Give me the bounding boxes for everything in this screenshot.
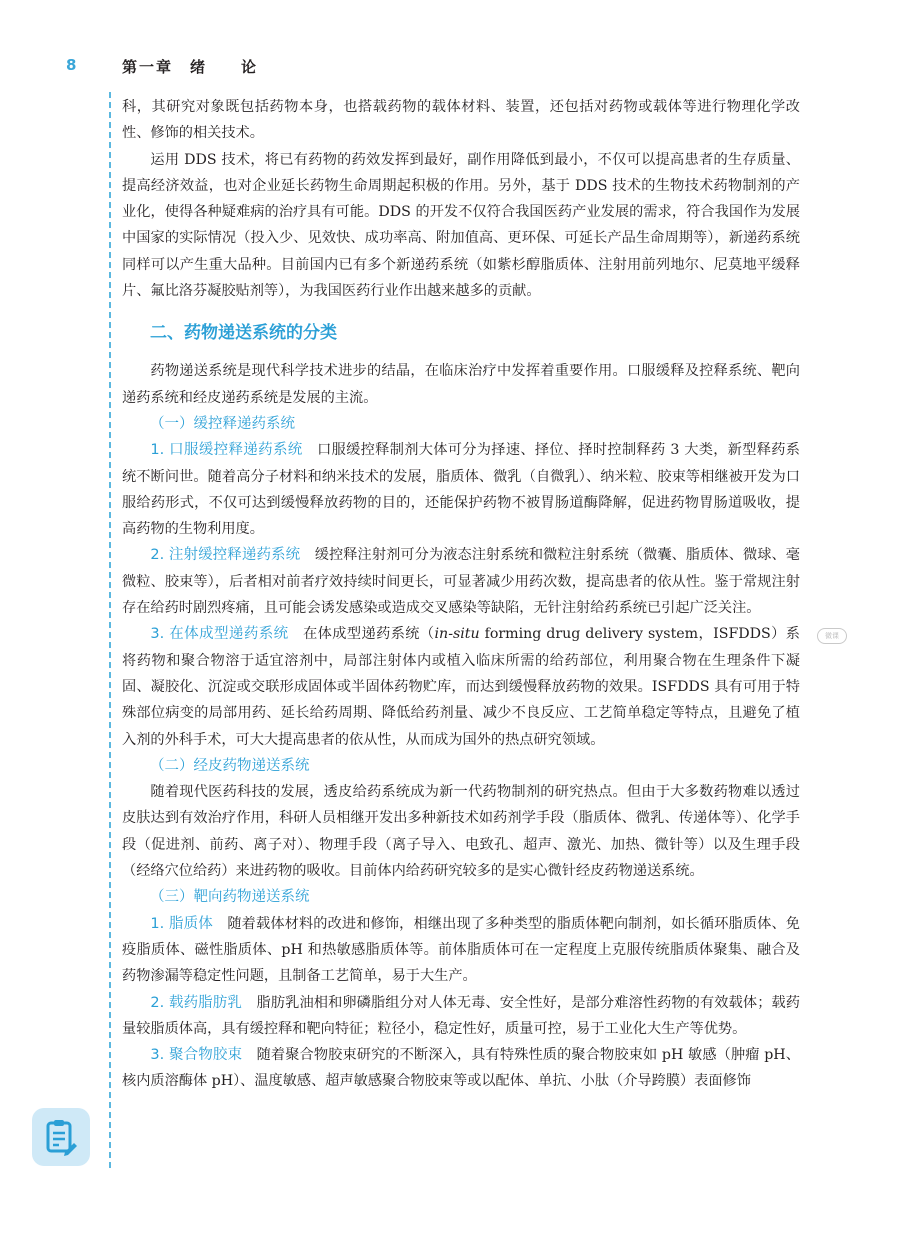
paragraph-item bbox=[122, 437, 800, 542]
item-text: 脂肪乳油相和卵磷脂组分对人体无毒、安全性好，是部分难溶性药物的有效载体；载药量较脂质体高，具有缓控释和靶向特征；粒径小，稳定性好，质量可控，易于工业化大生产等优势。 bbox=[122, 994, 800, 1037]
paragraph: 随着现代医药科技的发展，透皮给药系统成为新一代药物制剂的研究热点。但由于大多数药物难以透过皮肤达到有效治疗作用，科研人员相继开发出多种新技术如药剂学手段（脂质体、微乳、传递体等）、化学手段（促进剂、前药、离子对）、物理手段（离子导入、电致孔、超声、激光、加热、微针等）以及生理手段（经络穴位给药）来进药物的吸收。目前体内给药研究较多的是实心微针经皮药物递送系统。 bbox=[122, 784, 800, 880]
notepad-icon-glyph bbox=[45, 1118, 77, 1156]
paragraph: 药物递送系统是现代科学技术进步的结晶，在临床治疗中发挥着重要作用。口服缓释及控释系统、靶向递药系统和经皮递药系统是发展的主流。 bbox=[122, 363, 800, 406]
item-lead: 3. 聚合物胶束 bbox=[150, 1047, 243, 1064]
margin-dashed-rule bbox=[109, 92, 111, 1168]
paragraph-item bbox=[122, 542, 800, 621]
subsection-heading: （一）缓控释递药系统 bbox=[150, 415, 295, 432]
paragraph-item bbox=[122, 990, 800, 1043]
item-lead: 3. 在体成型递药系统 bbox=[150, 626, 289, 643]
item-lead: 1. 口服缓控释递药系统 bbox=[150, 442, 303, 459]
paragraph-item bbox=[122, 1042, 800, 1095]
paragraph-item bbox=[122, 911, 800, 990]
item-text: 随着载体材料的改进和修饰，相继出现了多种类型的脂质体靶向制剂，如长循环脂质体、免疫脂质体、磁性脂质体、pH 和热敏感脂质体等。前体脂质体可在一定程度上克服传统脂质体聚集、融合及药物渗漏等稳定性问题，且制备工艺简单，易于大生产。 bbox=[122, 915, 800, 985]
micro-lesson-badge-icon[interactable]: 微课 bbox=[817, 628, 847, 644]
page-number: 8 bbox=[66, 56, 77, 74]
notepad-icon[interactable] bbox=[32, 1108, 90, 1166]
paragraph: 运用 DDS 技术，将已有药物的药效发挥到最好，副作用降低到最小，不仅可以提高患者的生存质量、提高经济效益，也对企业延长药物生命周期起积极的作用。另外，基于 DDS 技术的生物技术药物制剂的产业化，使得各种疑难病的治疗具有可能。DDS 的开发不仅符合我国医药产业发展的需求，符合我国作为发展中国家的实际情况（投入少、见效快、成功率高、附加值高、更环保、可延长产品生命周期等），新递药系统同样可以产生重大品种。目前国内已有多个新递药系统（如紫杉醇脂质体、注射用前列地尔、尼莫地平缓释片、氟比洛芬凝胶贴剂等），为我国医药行业作出越来越多的贡献。 bbox=[122, 151, 800, 300]
paragraph-item bbox=[122, 621, 800, 752]
item-lead: 2. 载药脂肪乳 bbox=[150, 994, 243, 1011]
item-lead: 1. 脂质体 bbox=[150, 915, 213, 932]
item-lead: 2. 注射缓控释递药系统 bbox=[150, 547, 301, 564]
item-text: 在体成型递药系统（ bbox=[303, 626, 435, 643]
item-text: 缓控释注射剂可分为液态注射系统和微粒注射系统（微囊、脂质体、微球、毫微粒、胶束等），后者相对前者疗效持续时间更长，可显著减少用药次数，提高患者的依从性。鉴于常规注射存在给药时剧烈疼痛，且可能会诱发感染或造成交叉感染等缺陷，无针注射给药系统已引起广泛关注。 bbox=[122, 547, 800, 617]
item-text: 随着聚合物胶束研究的不断深入，具有特殊性质的聚合物胶束如 pH 敏感（肿瘤 pH、核内质溶酶体 pH）、温度敏感、超声敏感聚合物胶束等或以配体、单抗、小肽（介导跨膜）表面修饰 bbox=[122, 1047, 800, 1090]
subsection-heading: （三）靶向药物递送系统 bbox=[150, 889, 310, 906]
subsection-heading: （二）经皮药物递送系统 bbox=[150, 757, 310, 774]
section-heading: 二、药物递送系统的分类 bbox=[150, 323, 337, 344]
item-text: 口服缓控释制剂大体可分为择速、择位、择时控制释药 3 大类，新型释药系统不断问世。随着高分子材料和纳米技术的发展，脂质体、微乳（自微乳）、纳米粒、胶束等相继被开发为口服给药形式，不仅可达到缓慢释放药物的目的，还能保护药物不被胃肠道酶降解，促进药物胃肠道吸收，提高药物的生物利用度。 bbox=[122, 442, 800, 538]
page-body bbox=[122, 94, 800, 1095]
item-text: forming drug delivery system，ISFDDS）系将药物和聚合物溶于适宜溶剂中，局部注射体内或植入临床所需的给药部位，利用聚合物在生理条件下凝固、凝胶化、沉淀或交联形成固体或半固体药物贮库，而达到缓慢释放药物的效果。ISFDDS 具有可用于特殊部位病变的局部用药、延长给药周期、降低给药剂量、减少不良反应、工艺简单稳定等特点，且避免了植入剂的外科手术，可大大提高患者的依从性，从而成为国外的热点研究领域。 bbox=[122, 626, 800, 748]
chapter-title: 第一章 绪 论 bbox=[122, 58, 259, 76]
paragraph: 科，其研究对象既包括药物本身，也搭载药物的载体材料、装置，还包括对药物或载体等进行物理化学改性、修饰的相关技术。 bbox=[122, 99, 800, 142]
italic-term: in-situ bbox=[434, 626, 480, 643]
